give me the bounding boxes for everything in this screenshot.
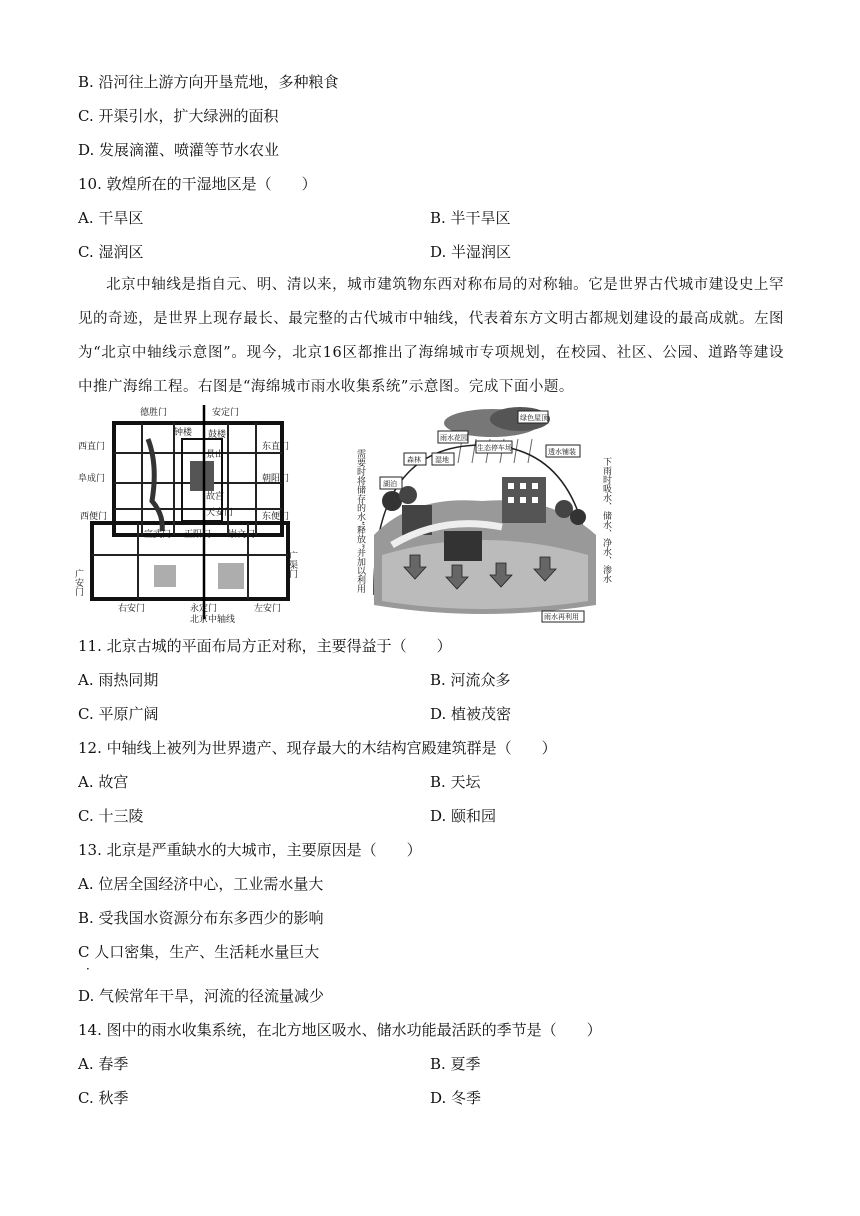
label-yongdingmen: 永定门 xyxy=(190,604,218,614)
label-permeable: 透水铺装 xyxy=(548,448,576,456)
label-tiananmen: 天安门 xyxy=(206,508,234,518)
option-13c-dot: ． xyxy=(86,958,99,972)
option-13c: C 人口密集，生产、生活耗水量巨大 xyxy=(78,943,320,961)
question-11-stem: 11. 北京古城的平面布局方正对称，主要得益于（ ） xyxy=(78,637,452,655)
option-12a: A. 故宫 xyxy=(78,773,129,791)
right-vertical-caption: 下雨时吸水、储水、净水、渗水 xyxy=(601,457,611,583)
option-11a: A. 雨热同期 xyxy=(78,671,159,689)
option-12b: B. 天坛 xyxy=(430,773,481,791)
label-xuanwumen: 宣武门 xyxy=(144,530,172,540)
option-13b: B. 受我国水资源分布东多西少的影响 xyxy=(78,909,324,927)
label-zhonglou: 钟楼 xyxy=(174,428,193,438)
label-deshengmen: 德胜门 xyxy=(140,408,168,418)
option-14c: C. 秋季 xyxy=(78,1089,129,1107)
label-dongbianmen: 东便门 xyxy=(262,512,290,522)
label-xizhimen: 西直门 xyxy=(78,442,106,452)
label-guangqumen: 广渠门 xyxy=(287,551,297,578)
label-jingshan: 景山 xyxy=(206,450,225,460)
question-10-stem: 10. 敦煌所在的干湿地区是（ ） xyxy=(78,175,317,193)
question-14-stem: 14. 图中的雨水收集系统，在北方地区吸水、储水功能最活跃的季节是（ ） xyxy=(78,1021,602,1039)
option-9d: D. 发展滴灌、喷灌等节水农业 xyxy=(78,141,280,159)
reading-passage xyxy=(78,268,784,404)
option-10a: A. 干旱区 xyxy=(78,209,144,227)
option-14d: D. 冬季 xyxy=(430,1089,482,1107)
option-10d: D. 半湿润区 xyxy=(430,243,512,261)
label-forest: 森林 xyxy=(407,456,421,464)
option-13a: A. 位居全国经济中心，工业需水量大 xyxy=(78,875,324,893)
label-wetland: 湿地 xyxy=(435,456,449,464)
label-axis: 北京中轴线 xyxy=(190,615,236,625)
label-zhengyangmen: 正阳门 xyxy=(184,530,212,540)
label-green-roof: 绿色屋顶 xyxy=(520,414,548,422)
label-chaoyangmen: 朝阳门 xyxy=(262,474,290,484)
option-13d: D. 气候常年干旱，河流的径流量减少 xyxy=(78,987,325,1005)
sponge-city-diagram xyxy=(352,405,618,623)
label-gulou: 鼓楼 xyxy=(208,430,227,440)
option-10c: C. 湿润区 xyxy=(78,243,144,261)
label-youanmen: 右安门 xyxy=(118,604,146,614)
option-12c: C. 十三陵 xyxy=(78,807,144,825)
passage-text: 北京中轴线是指自元、明、清以来，城市建筑物东西对称布局的对称轴。它是世界古代城市建设史上罕见的奇迹，是世界上现存最长、最完整的古代城市中轴线，代表着东方文明古都规划建设的最高成就。左图为“北京中轴线示意图”。现今，北京16区都推出了海绵城市专项规划，在校园、社区、公园、道路等建设中推广海绵工程。右图是“海绵城市雨水收集系统”示意图。完成下面小题。 xyxy=(78,277,784,395)
label-reuse: 雨水再利用 xyxy=(544,613,579,621)
label-eco-parking: 生态停车场 xyxy=(477,444,512,452)
label-dongzhimen: 东直门 xyxy=(262,442,290,452)
label-zuoanmen: 左安门 xyxy=(254,604,282,614)
label-fuchengmen: 阜成门 xyxy=(78,474,106,484)
option-9c: C. 开渠引水，扩大绿洲的面积 xyxy=(78,107,279,125)
question-12-stem: 12. 中轴线上被列为世界遗产、现存最大的木结构宫殿建筑群是（ ） xyxy=(78,739,557,757)
label-gugong: 故宫 xyxy=(206,492,225,502)
question-13-stem: 13. 北京是严重缺水的大城市，主要原因是（ ） xyxy=(78,841,422,859)
option-11b: B. 河流众多 xyxy=(430,671,511,689)
option-14a: A. 春季 xyxy=(78,1055,129,1073)
option-11d: D. 植被茂密 xyxy=(430,705,512,723)
label-rain-garden: 雨水花园 xyxy=(440,434,468,442)
label-chongwenmen: 崇文门 xyxy=(228,530,256,540)
label-xibianmen: 西便门 xyxy=(80,512,108,522)
label-lake: 湖泊 xyxy=(383,480,397,488)
left-vertical-caption: 需要时将储存的水“释放”并加以利用 xyxy=(355,449,365,594)
label-guanganmen: 广安门 xyxy=(73,569,83,596)
option-12d: D. 颐和园 xyxy=(430,807,497,825)
option-11c: C. 平原广阔 xyxy=(78,705,159,723)
option-9b: B. 沿河往上游方向开垦荒地，多种粮食 xyxy=(78,73,339,91)
label-andingmen: 安定门 xyxy=(212,408,240,418)
beijing-axis-map xyxy=(73,405,300,625)
option-14b: B. 夏季 xyxy=(430,1055,481,1073)
option-10b: B. 半干旱区 xyxy=(430,209,511,227)
